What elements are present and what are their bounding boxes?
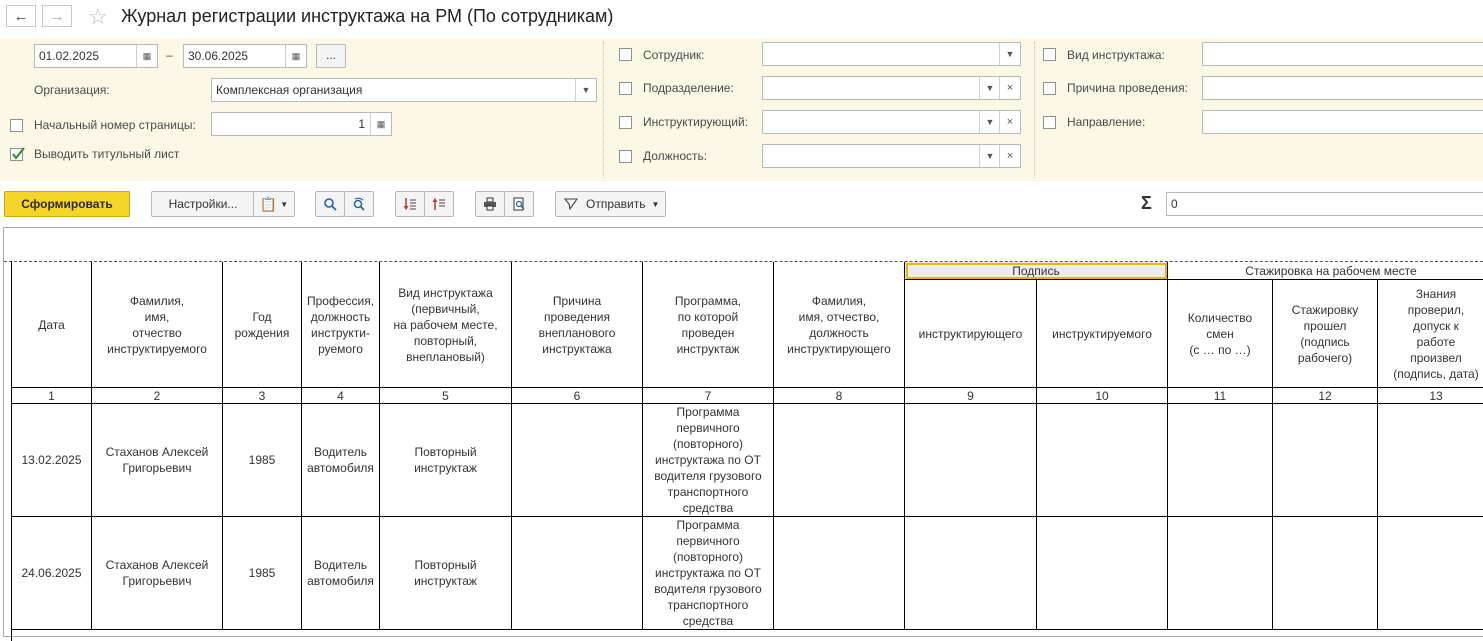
calendar-icon[interactable]: ▦ <box>285 45 306 67</box>
direction-field[interactable] <box>1202 110 1483 134</box>
division-field[interactable] <box>762 76 1021 100</box>
column-header: Дата <box>12 262 92 388</box>
expand-groups-button[interactable] <box>424 191 454 217</box>
period-select-button[interactable]: ... <box>316 44 346 68</box>
search-next-button[interactable] <box>344 191 374 217</box>
table-cell[interactable]: Повторный инструктаж <box>380 404 512 517</box>
position-field[interactable] <box>762 144 1021 168</box>
column-header: Год рождения <box>223 262 302 388</box>
position-label: Должность: <box>643 149 708 163</box>
table-cell[interactable] <box>1273 517 1378 630</box>
group-header-internship: Стажировка на рабочем месте <box>1168 262 1483 280</box>
generate-button[interactable]: Сформировать <box>4 191 130 217</box>
column-number: 9 <box>905 388 1037 404</box>
table-cell[interactable]: 24.06.2025 <box>12 517 92 630</box>
table-cell[interactable] <box>1378 404 1483 517</box>
group-header-signature[interactable]: Подпись <box>905 262 1168 280</box>
reason-label: Причина проведения: <box>1067 81 1188 95</box>
clear-icon[interactable]: × <box>999 77 1020 99</box>
chevron-down-icon: ▼ <box>280 199 289 209</box>
window-title: Журнал регистрации инструктажа на РМ (По сотрудникам) <box>121 6 614 26</box>
column-number: 4 <box>302 388 380 404</box>
table-cell[interactable]: 1985 <box>223 517 302 630</box>
table-cell[interactable] <box>905 404 1037 517</box>
instructor-field[interactable] <box>762 110 1021 134</box>
table-cell[interactable]: Программа первичного (повторного) инструктажа по ОТ водителя грузового транспортного средства <box>643 404 774 517</box>
column-number: 12 <box>1273 388 1378 404</box>
divider <box>1034 42 1035 178</box>
table-cell[interactable]: 13.02.2025 <box>12 404 92 517</box>
column-number: 11 <box>1168 388 1273 404</box>
column-number: 10 <box>1037 388 1168 404</box>
table-cell[interactable] <box>774 404 905 517</box>
chevron-down-icon: ▼ <box>651 199 660 209</box>
column-number: 5 <box>380 388 512 404</box>
direction-checkbox[interactable] <box>1043 116 1056 129</box>
table-cell[interactable]: Водитель автомобиля <box>302 517 380 630</box>
column-header: Причина проведения внепланового инструктажа <box>512 262 643 388</box>
column-number: 8 <box>774 388 905 404</box>
start-page-label: Начальный номер страницы: <box>34 118 196 132</box>
column-header: Знания проверил, допуск к работе произвел (подпись, дата) <box>1378 280 1483 388</box>
employee-field[interactable] <box>762 42 1021 66</box>
calendar-icon[interactable]: ▦ <box>136 45 157 67</box>
sum-field[interactable]: 0 <box>1166 192 1483 216</box>
column-header: Количество смен (с … по …) <box>1168 280 1273 388</box>
print-preview-icon <box>512 197 526 211</box>
column-number: 13 <box>1378 388 1483 404</box>
division-checkbox[interactable] <box>619 82 632 95</box>
reason-checkbox[interactable] <box>1043 82 1056 95</box>
star-icon[interactable]: ☆ <box>88 4 108 29</box>
table-cell[interactable] <box>1168 404 1273 517</box>
start-page-checkbox[interactable] <box>10 119 23 132</box>
kind-field[interactable] <box>1202 42 1483 66</box>
table-cell[interactable] <box>905 517 1037 630</box>
search-next-icon <box>352 197 366 211</box>
table-cell[interactable]: Повторный инструктаж <box>380 517 512 630</box>
employee-label: Сотрудник: <box>643 48 705 62</box>
table-cell[interactable]: Водитель автомобиля <box>302 404 380 517</box>
instructor-checkbox[interactable] <box>619 116 632 129</box>
column-header: Фамилия, имя, отчество, должность инструктирующего <box>774 262 905 388</box>
chevron-down-icon[interactable]: ▼ <box>999 43 1020 65</box>
clear-icon[interactable]: × <box>999 145 1020 167</box>
search-button[interactable] <box>315 191 345 217</box>
column-header: Фамилия, имя, отчество инструктируемого <box>92 262 223 388</box>
org-label: Организация: <box>34 83 110 97</box>
division-label: Подразделение: <box>643 81 734 95</box>
column-number: 3 <box>223 388 302 404</box>
table-cell[interactable] <box>1037 404 1168 517</box>
search-icon <box>323 197 337 211</box>
chevron-down-icon[interactable]: ▼ <box>979 77 1000 99</box>
date-from-field[interactable]: 01.02.2025 ▦ <box>34 44 158 68</box>
collapse-groups-button[interactable] <box>395 191 425 217</box>
column-header: Профессия, должность инструкти- руемого <box>302 262 380 388</box>
reason-field[interactable] <box>1202 76 1483 100</box>
table-cell[interactable] <box>1168 517 1273 630</box>
column-number: 6 <box>512 388 643 404</box>
divider <box>603 42 604 178</box>
table-cell[interactable]: Стаханов Алексей Григорьевич <box>92 517 223 630</box>
date-separator: – <box>166 48 173 62</box>
employee-checkbox[interactable] <box>619 48 632 61</box>
org-field[interactable]: Комплексная организация ▼ <box>211 78 597 102</box>
forward-button[interactable] <box>42 5 72 27</box>
date-to-field[interactable]: 30.06.2025 ▦ <box>183 44 307 68</box>
table-cell[interactable]: Стаханов Алексей Григорьевич <box>92 404 223 517</box>
table-cell[interactable] <box>1037 517 1168 630</box>
table-cell[interactable] <box>512 517 643 630</box>
column-header: инструктирующего <box>905 280 1037 388</box>
sort-descending-icon <box>403 197 417 211</box>
column-number: 1 <box>12 388 92 404</box>
table-cell[interactable]: 1985 <box>223 404 302 517</box>
sort-ascending-icon <box>432 197 446 211</box>
checkmark-icon <box>11 147 25 161</box>
chevron-down-icon[interactable]: ▼ <box>979 111 1000 133</box>
arrow-left-icon: ← <box>13 7 29 25</box>
table-cell[interactable] <box>1378 517 1483 630</box>
table-cell[interactable] <box>512 404 643 517</box>
sum-icon: Σ <box>1141 193 1152 213</box>
print-button[interactable] <box>475 191 505 217</box>
start-page-field[interactable]: 1 ▦ <box>211 112 392 136</box>
send-button[interactable]: Отправить ▼ <box>555 191 666 217</box>
variants-button[interactable] <box>253 191 295 217</box>
chevron-down-icon[interactable]: ▼ <box>575 79 596 101</box>
arrow-right-icon: → <box>49 7 65 25</box>
print-preview-button[interactable] <box>504 191 534 217</box>
position-checkbox[interactable] <box>619 150 632 163</box>
settings-button[interactable]: Настройки... <box>151 191 254 217</box>
column-number: 7 <box>643 388 774 404</box>
calculator-icon[interactable]: ▦ <box>370 113 391 135</box>
column-header: Программа, по которой проведен инструктаж <box>643 262 774 388</box>
column-number: 2 <box>92 388 223 404</box>
clear-icon[interactable]: × <box>999 111 1020 133</box>
printer-icon <box>483 197 497 211</box>
clipboard-icon: 📋 <box>259 195 278 212</box>
column-header: инструктируемого <box>1037 280 1168 388</box>
instructor-label: Инструктирующий: <box>643 115 749 129</box>
column-header: Стажировку прошел (подпись рабочего) <box>1273 280 1378 388</box>
table-cell[interactable] <box>1273 404 1378 517</box>
chevron-down-icon[interactable]: ▼ <box>979 145 1000 167</box>
direction-label: Направление: <box>1067 115 1146 129</box>
kind-label: Вид инструктажа: <box>1067 48 1165 62</box>
send-icon <box>564 198 578 210</box>
table-cell[interactable]: Программа первичного (повторного) инструктажа по ОТ водителя грузового транспортного средства <box>643 517 774 630</box>
filter-panel <box>0 38 1483 181</box>
column-header: Вид инструктажа (первичный, на рабочем месте, повторный, внеплановый) <box>380 262 512 388</box>
title-sheet-checkbox[interactable] <box>10 148 23 161</box>
kind-checkbox[interactable] <box>1043 48 1056 61</box>
table-cell[interactable] <box>774 517 905 630</box>
back-button[interactable] <box>6 5 36 27</box>
title-sheet-label: Выводить титульный лист <box>34 147 180 161</box>
